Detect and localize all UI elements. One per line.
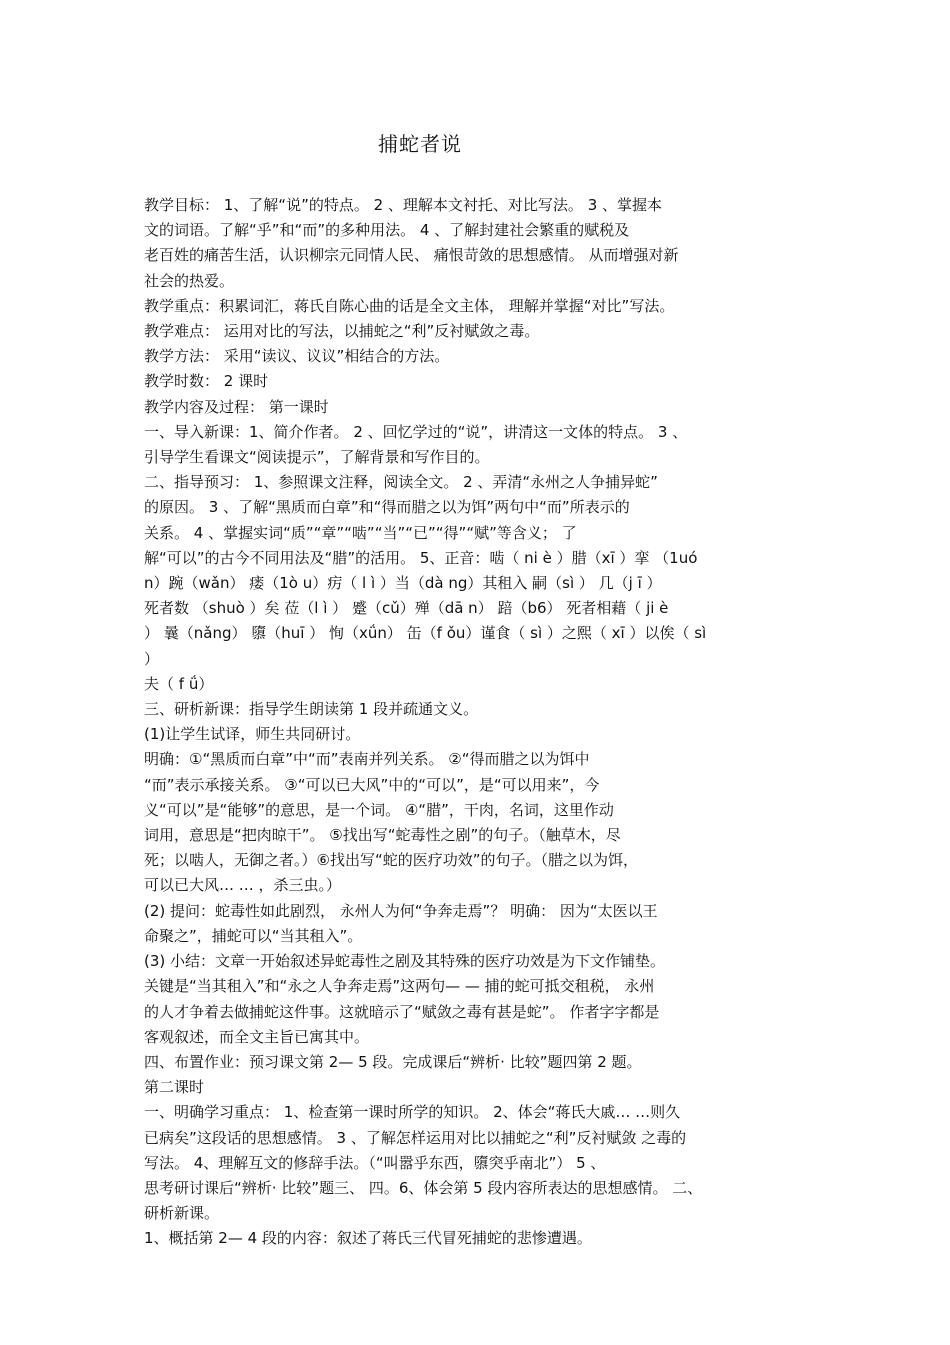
text-line: (3) 小结：文章一开始叙述异蛇毒性之剧及其特殊的医疗功效是为下文作铺垫。 — [144, 952, 666, 971]
document-body — [144, 193, 844, 1252]
text-line: 四、布置作业：预习课文第 2— 5 段。完成课后“辨析· 比较”题四第 2 题。 — [144, 1052, 642, 1071]
text-line: 教学重点：积累词汇，蒋氏自陈心曲的话是全文主体， 理解并掌握“对比”写法。 — [144, 296, 675, 315]
text-line: 客观叙述，而全文主旨已寓其中。 — [144, 1027, 370, 1046]
document-title: 捕蛇者说 — [378, 132, 462, 156]
text-line: n）踠（wǎn） 瘘（1ò u）疠（ l ì ）当（dà ng）其租入 嗣（sì ） 几（j ī ） — [144, 574, 662, 593]
text-line: ） 曩（nǎng） 隳（huī ） 恂（xǘn） 缶（f ǒu）谨食（ sì ）之熙（ xī ）以俟（ sì — [144, 624, 707, 643]
text-line: 老百姓的痛苦生活，认识柳宗元同情人民、 痛恨苛敛的思想感情。 从而增强对新 — [144, 246, 679, 265]
text-line: ） — [144, 649, 160, 668]
text-line: 词用，意思是“把肉晾干”。 ⑤找出写“蛇毒性之剧”的句子。（触草木，尽 — [144, 826, 621, 845]
text-line: 二、指导预习： 1、参照课文注释，阅读全文。 2 、弄清“永州之人争捕异蛇” — [144, 473, 658, 492]
text-line: 教学难点： 运用对比的写法，以捕蛇之“利”反衬赋敛之毒。 — [144, 322, 540, 341]
text-line: 教学目标： 1、了解“说”的特点。 2 、理解本文衬托、对比写法。 3 、掌握本 — [144, 196, 663, 214]
text-line: 文的词语。了解“乎”和“而”的多种用法。 4 、了解封建社会繁重的赋税及 — [144, 221, 630, 240]
text-line: 已病矣”这段话的思想感情。 3 、了解怎样运用对比以捕蛇之“利”反衬赋敛 之毒的 — [144, 1128, 687, 1147]
text-line: 关系。 4 、掌握实词“质”“章”“啮”“当”“已”“得”“赋”等含义； 了 — [144, 523, 577, 542]
text-line: 一、明确学习重点： 1、检查第一课时所学的知识。 2、体会“蒋氏大戚… …则久 — [144, 1103, 681, 1122]
text-line: “而”表示承接关系。 ③“可以已大风”中的“可以”，是“可以用来”，今 — [144, 775, 600, 794]
text-line: 解“可以”的古今不同用法及“腊”的活用。 5、正音：啮（ ni è ）腊（xī ）挛 （1uó — [144, 548, 698, 567]
text-line: 教学时数： 2 课时 — [144, 372, 269, 391]
text-line: 一、导入新课：1、简介作者。 2 、回忆学过的“说”，讲清这一文体的特点。 3 、 — [144, 422, 688, 441]
text-line: 明确：①“黑质而白章”中“而”表南并列关系。 ②“得而腊之以为饵中 — [144, 750, 590, 769]
text-line: 夫（ f ǘ） — [144, 674, 214, 693]
text-line: 研析新课。 — [144, 1204, 220, 1223]
text-line: 社会的热爱。 — [144, 271, 235, 290]
text-line: 的原因。 3 、了解“黑质而白章”和“得而腊之以为饵”两句中“而”所表示的 — [144, 498, 630, 517]
text-line: (2) 提问：蛇毒性如此剧烈， 永州人为何“争奔走焉”？ 明确： 因为“太医以王 — [144, 901, 658, 920]
text-line: 死；以啮人，无御之者。）⑥找出写“蛇的医疗功效”的句子。（腊之以为饵， — [144, 851, 638, 870]
text-line: 的人才争着去做捕蛇这件事。这就暗示了“赋敛之毒有甚是蛇”。 作者字字都是 — [144, 1002, 660, 1021]
text-line: (1)让学生试译，师生共同研讨。 — [144, 725, 361, 744]
text-line: 可以已大风… … ，杀三虫。） — [144, 876, 342, 895]
text-line: 死者数 （shuò ）矣 莅（l ì ） 蹙（cǔ）殚（dā n） 踣（b6） 死者相藉（ ji è — [144, 599, 669, 618]
text-line: 三、研析新课：指导学生朗读第 1 段并疏通文义。 — [144, 700, 479, 719]
text-line: 思考研讨课后“辨析· 比较”题三、 四。6、体会第 5 段内容所表达的思想感情。 二、 — [144, 1178, 703, 1197]
text-line: 写法。 4、理解互文的修辞手法。（“叫嚣乎东西，隳突乎南北”） 5 、 — [144, 1153, 606, 1172]
text-line: 引导学生看课文“阅读提示”，了解背景和写作目的。 — [144, 448, 490, 467]
text-line: 关键是“当其租入”和“永之人争奔走焉”这两句— — 捕的蛇可抵交租税， 永州 — [144, 977, 655, 996]
text-line: 1、概括第 2— 4 段的内容：叙述了蒋氏三代冒死捕蛇的悲惨遭遇。 — [144, 1229, 592, 1248]
text-line: 第二课时 — [144, 1078, 205, 1097]
text-line: 命聚之”，捕蛇可以“当其租入”。 — [144, 926, 363, 945]
text-line: 教学方法： 采用“读议、议议”相结合的方法。 — [144, 347, 450, 366]
text-line: 义“可以”是“能够”的意思，是一个词。 ④“腊”，干肉，名词，这里作动 — [144, 800, 614, 819]
text-line: 教学内容及过程： 第一课时 — [144, 397, 329, 416]
